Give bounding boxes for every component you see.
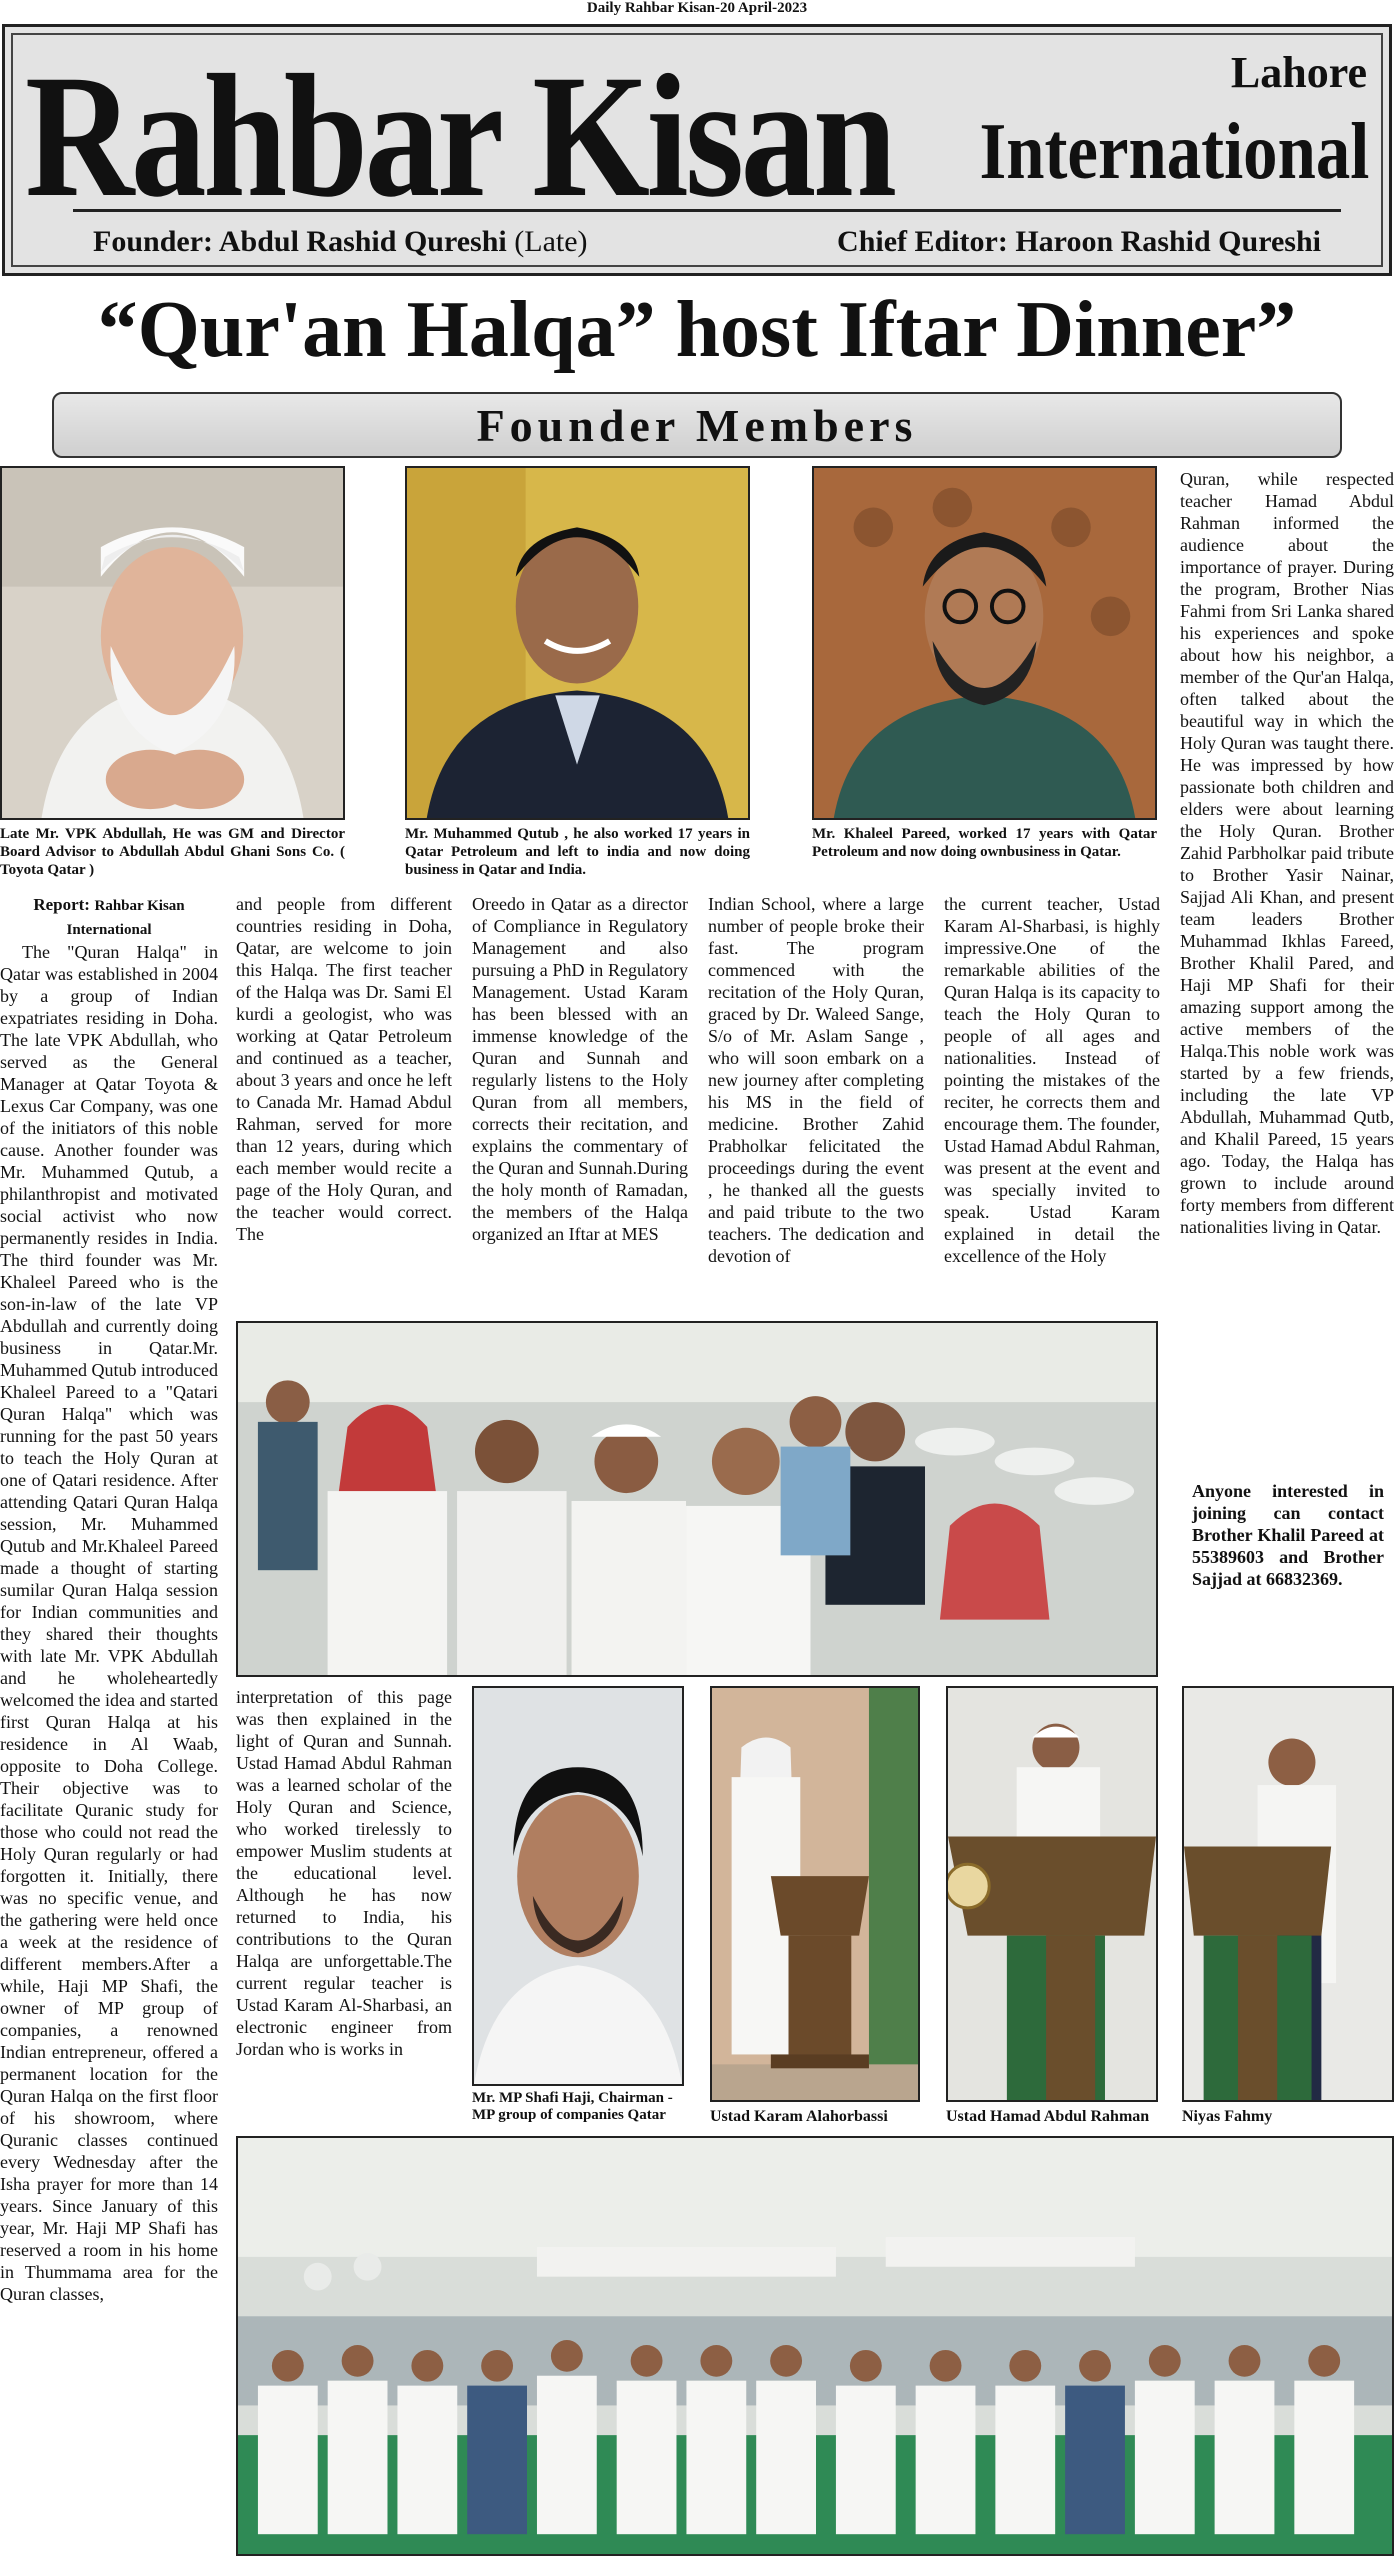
- founder-caption-3: Mr. Khaleel Pareed, worked 17 years with Qatar Petroleum and now doing ownbusiness in Qatar.: [812, 826, 1157, 860]
- masthead: [2, 24, 1392, 276]
- article-column-4: Indian School, where a large number of people broke their fast. The program commenced with the recitation of the Holy Quran, graced by Dr. Waleed Sange, S/o of Mr. Aslam Sange , who will soon embark on a new journey after completing his MS in the field of medicine. Brother Zahid Prabholkar felicitated the proceedings during the event , he thanked all the guests and paid tribute to the two teachers. The dedication and devotion of: [708, 894, 924, 1266]
- newspaper-logo: Rahbar Kisan: [25, 39, 894, 234]
- audience-photo: [236, 1321, 1158, 1677]
- masthead-chief-editor: Chief Editor: Haroon Rashid Qureshi: [837, 225, 1321, 258]
- article-column-2-continued: interpretation of this page was then explained in the light of Quran and Sunnah. Ustad Hamad Abdul Rahman was a learned scholar of the Holy Quran and Science, who worked tirelessly to empower Muslim students at the educational level. Although he has now returned to India, his contributions to the Quran Halqa are unforgettable.The current regular teacher is Ustad Karam Al-Sharbasi, an electronic engineer from Jordan who is works in: [236, 1687, 452, 2059]
- article-column-5: the current teacher, Ustad Karam Al-Sharbasi, is highly impressive.One of the remarkable abilities of the Quran Halqa is its capacity to teach the Holy Quran to people of all ages and nationalities. Instead of pointing the mistakes of the reciter, he corrects them and encourage them. The founder, Ustad Hamad Abdul Rahman, was present at the event and was specially invited to speak. Ustad Karam explained in detail the excellence of the Holy: [944, 894, 1160, 1266]
- founder-photo-1: [0, 466, 345, 820]
- article-column-2: and people from different countries residing in Doha, Qatar, are welcome to join this Halqa. The first teacher of the Halqa was Dr. Sami El kurdi a geologist, who was working at Qatar Petroleum and continued as a teacher, about 3 years and once he left to Canada Mr. Hamad Abdul Rahman, served for more than 12 years, during which each member would recite a page of the Holy Quran, and the teacher would correct. The: [236, 894, 452, 1244]
- founder-suffix: (Late): [514, 225, 588, 258]
- article-text-col1: The "Quran Halqa" in Qatar was established in 2004 by a group of Indian expatriates residing in Doha. The late VPK Abdullah, who served as the General Manager at Qatar Toyota & Lexus Car Company, was one of the initiators of this noble cause. Another founder was Mr. Muhammed Qutub, a philanthropist and motivated social activist who now permanently resides in India. The third founder was Mr. Khaleel Pareed who is the son-in-law of the late VP Abdullah and currently doing business in Qatar.Mr. Muhammed Qutub introduced Khaleel Pareed to a "Qatari Quran Halqa" which was running for the past 50 years to teach the Holy Quran at one of Qatari residence. After attending Qatari Quran Halqa session, Mr. Muhammed Qutub and Mr.Khaleel Pareed made a thought of starting sumilar Quran Halqa session for Indian communities and they shared their thoughts with late Mr. VPK Abdullah and he wholeheartedly welcomed the idea and started first Quran Halqa at his residence in Al Waab, opposite to Doha College. Their objective was to facilitate Quranic study for those who could not read the Holy Quran regularly or had forgotten it. Initially, there was no specific venue, and the gathering were held once a week at the residence of different members.After a while, Haji MP Shafi, the owner of MP group of companies, a renowned Indian entrepreneur, offered a permanent location for the Quran Halqa on the first floor of his showroom, where Quranic classes continued every Wednesday after the Isha prayer for more than 14 years. Since January of this year, Mr. Haji MP Shafi has reserved a room in his home in Thummama area for the Quran classes,: [0, 942, 218, 2304]
- section-banner: Founder Members: [52, 392, 1342, 458]
- contact-notice: Anyone interested in joining can contact Brother Khalil Pareed at 55389603 and Brother Sajjad at 66832369.: [1192, 1481, 1384, 1589]
- founder-caption-2: Mr. Muhammed Qutub , he also worked 17 years in Qatar Petroleum and left to india and now doing business in Qatar and India.: [405, 826, 750, 878]
- founder-label: Founder: Abdul Rashid Qureshi: [93, 225, 507, 258]
- masthead-rule: [73, 209, 1341, 212]
- gallery-photo-ustad-hamad: [946, 1686, 1158, 2102]
- founder-photo-3: [812, 466, 1157, 820]
- gallery-photo-niyas-fahmy: [1182, 1686, 1394, 2102]
- masthead-founder: [93, 225, 588, 259]
- article-column-6: Quran, while respected teacher Hamad Abdul Rahman informed the audience about the importance of prayer. During the program, Brother Nias Fahmi from Sri Lanka shared his experiences and spoke about how his neighbor, a member of the Qur'an Halqa, often talked about the beautiful way in which the Holy Quran was taught there. He was impressed by how passionate both children and elders were about learning the Holy Quran. Brother Zahid Parbholkar paid tribute to Brother Yasir Nainar, Sajjad Ali Khan, and present team leaders Brother Muhammad Ikhlas Fareed, Brother Khalil Pared, and Haji MP Shafi for their amazing support among the active members of the Halqa.This noble work was started by a few friends, including the late VP Abdullah, Muhammad Qutb, and Khalil Pareed, 15 years ago. Today, the Halqa has grown to include around forty members from different nationalities living in Qatar.: [1180, 469, 1394, 1237]
- founder-photo-2: [405, 466, 750, 820]
- gallery-photo-mp-shafi: [472, 1686, 684, 2086]
- gallery-caption-niyas-fahmy: Niyas Fahmy: [1182, 2108, 1273, 2125]
- group-photo: [236, 2136, 1394, 2556]
- report-source: Rahbar Kisan International: [66, 898, 185, 938]
- gallery-caption-ustad-karam: Ustad Karam Alahorbassi: [710, 2108, 888, 2125]
- dateline: Daily Rahbar Kisan-20 April-2023: [586, 0, 808, 16]
- report-byline: [0, 893, 218, 941]
- founder-caption-1: Late Mr. VPK Abdullah, He was GM and Director Board Advisor to Abdullah Abdul Ghani Sons Co. ( Toyota Qatar ): [0, 826, 345, 878]
- headline: “Qur'an Halqa” host Iftar Dinner”: [97, 286, 1297, 374]
- gallery-photo-ustad-karam: [710, 1686, 920, 2102]
- gallery-caption-mp-shafi: Mr. MP Shafi Haji, Chairman - MP group of companies Qatar: [472, 2090, 673, 2123]
- masthead-edition: International: [979, 108, 1369, 196]
- article-column-1: [0, 893, 218, 2305]
- gallery-caption-ustad-hamad: Ustad Hamad Abdul Rahman: [946, 2108, 1150, 2125]
- masthead-city: Lahore: [1230, 48, 1367, 97]
- article-column-3: Oreedo in Qatar as a director of Compliance in Regulatory Management and also pursuing a PhD in Regulatory Management. Ustad Karam has been blessed with an immense knowledge of the Quran and Sunnah and regularly listens to the Holy Quran from all members, corrects their recitation, and explains the commentary of the Quran and Sunnah.During the holy month of Ramadan, the members of the Halqa organized an Iftar at MES: [472, 894, 688, 1244]
- report-label: Report:: [33, 895, 90, 914]
